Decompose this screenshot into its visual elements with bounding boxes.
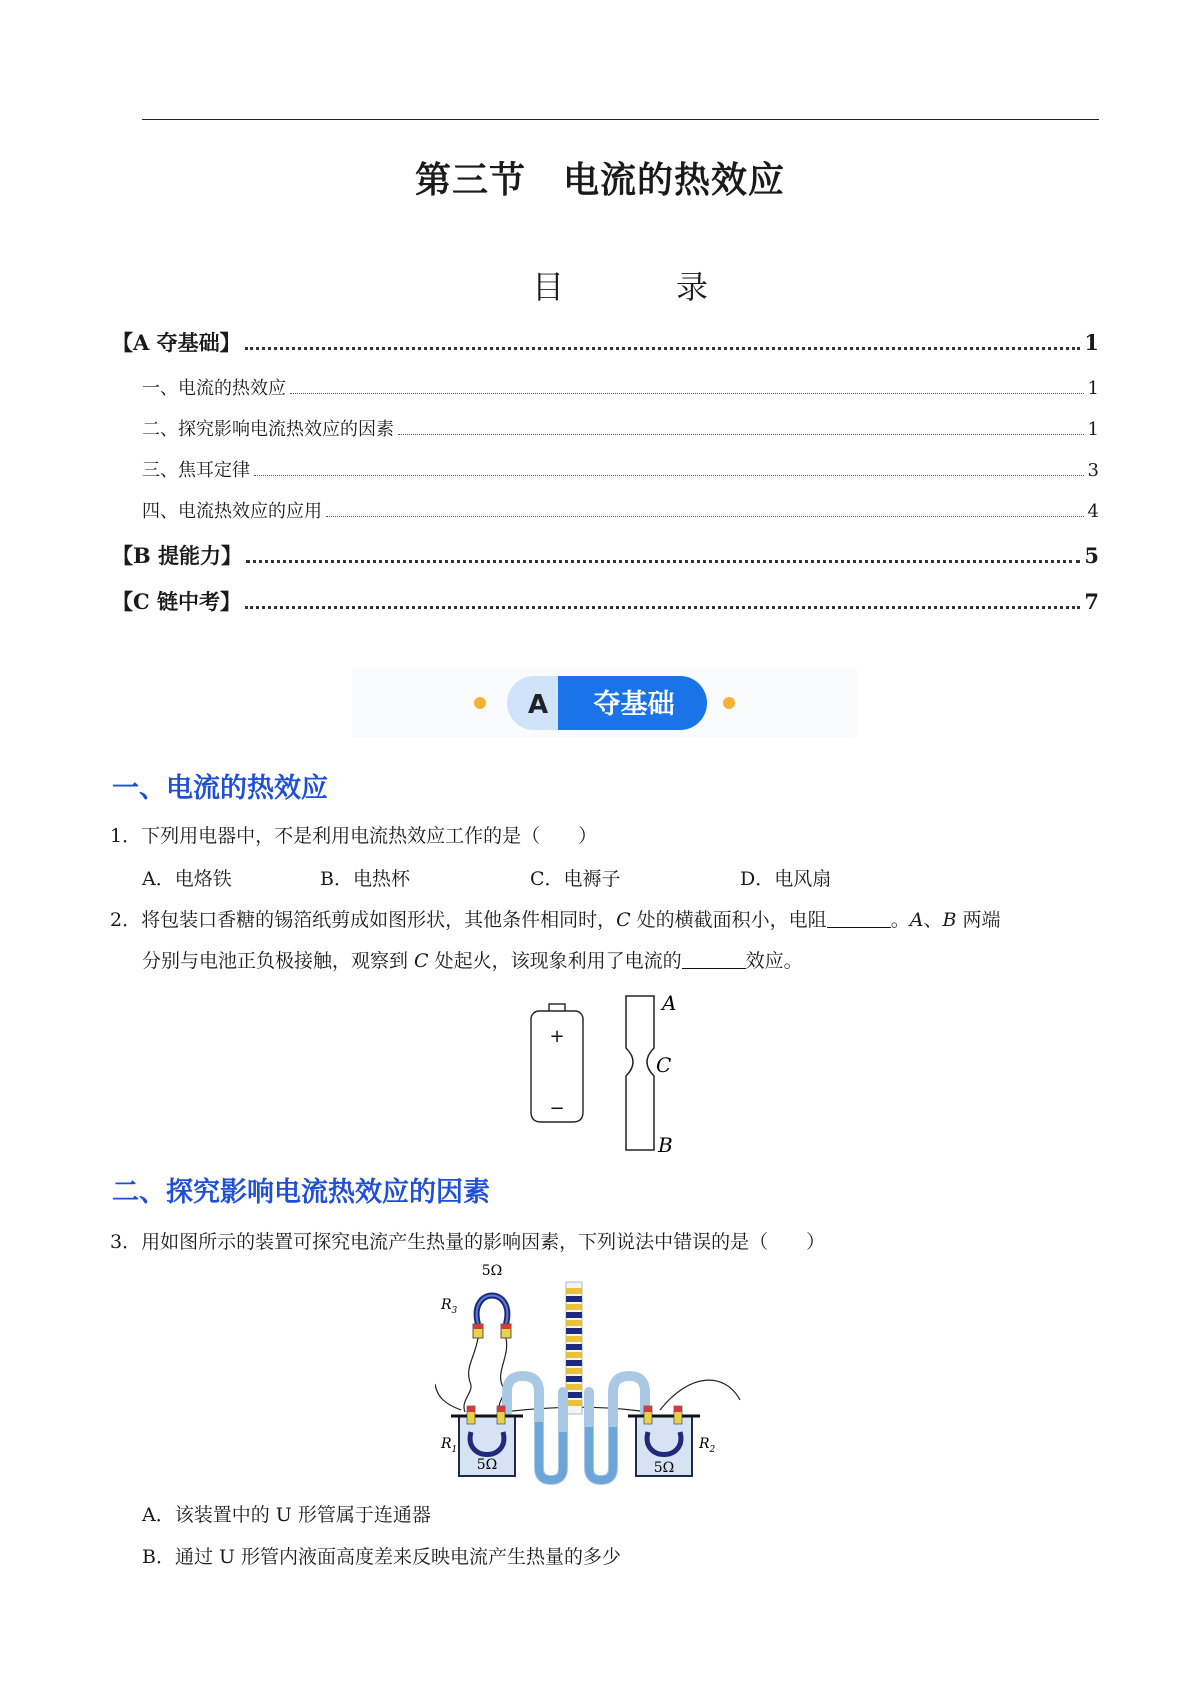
toc-label: 三、焦耳定律 bbox=[142, 460, 250, 481]
q1-option-b[interactable]: B．电热杯 bbox=[320, 868, 410, 890]
banner-pill-join bbox=[558, 676, 588, 730]
toc-label: 二、探究影响电流热效应的因素 bbox=[142, 419, 394, 440]
label-c: C bbox=[656, 1053, 672, 1077]
q2-text: 分别与电池正负极接触，观察到 bbox=[142, 950, 415, 972]
r3-terminal-cap bbox=[501, 1324, 511, 1329]
q2-text: 。 bbox=[890, 909, 910, 931]
r3-terminal-cap bbox=[473, 1324, 483, 1329]
q2-var-a: A bbox=[909, 909, 924, 931]
q3-option-b[interactable]: B．通过 U 形管内液面高度差来反映电流产生热量的多少 bbox=[142, 1546, 622, 1568]
top-rule bbox=[142, 119, 1099, 120]
toc-entry-a[interactable] bbox=[112, 327, 1099, 357]
toc-page: 7 bbox=[1084, 589, 1099, 614]
ruler-stripes bbox=[566, 1288, 582, 1406]
r2-label: $R_2$ bbox=[699, 1436, 716, 1455]
q2-text: 、 bbox=[923, 909, 943, 931]
r3-value: 5Ω bbox=[481, 1263, 503, 1279]
r2-terminal-cap bbox=[674, 1406, 682, 1412]
toc-leader bbox=[245, 347, 1081, 350]
question-1-stem: 1．下列用电器中，不是利用电流热效应工作的是（ ） bbox=[110, 825, 598, 847]
r1-terminal-cap bbox=[467, 1406, 475, 1412]
toc-leader bbox=[254, 475, 1084, 476]
r3-label: $R_3$ bbox=[441, 1297, 458, 1316]
section-heading-2: 二、探究影响电流热效应的因素 bbox=[112, 1177, 490, 1208]
banner-dot-left bbox=[474, 697, 486, 709]
toc-entry-4[interactable] bbox=[142, 497, 1099, 523]
q1-option-c[interactable]: C．电褥子 bbox=[530, 868, 621, 890]
wire bbox=[660, 1380, 740, 1410]
q2-text: 处的横截面积小，电阻 bbox=[630, 909, 827, 931]
page-title: 第三节 电流的热效应 bbox=[414, 160, 785, 201]
battery-minus: − bbox=[549, 1098, 565, 1119]
u-tube-right-liquid bbox=[589, 1427, 613, 1480]
toc-page: 4 bbox=[1087, 501, 1099, 522]
battery-icon bbox=[531, 1004, 583, 1122]
toc-leader bbox=[326, 516, 1084, 517]
banner-dot-right bbox=[723, 697, 735, 709]
banner-text: 夺基础 bbox=[593, 689, 675, 720]
toc-page: 1 bbox=[1084, 330, 1099, 355]
toc-leader bbox=[398, 434, 1084, 435]
toc-page: 1 bbox=[1087, 378, 1099, 399]
wire bbox=[435, 1384, 461, 1410]
toc-leader bbox=[246, 560, 1080, 563]
foil-strip bbox=[626, 996, 654, 1150]
r2-terminal-cap bbox=[644, 1406, 652, 1412]
toc-label: 四、电流热效应的应用 bbox=[142, 501, 322, 522]
label-b: B bbox=[658, 1133, 673, 1157]
question-3-stem: 3．用如图所示的装置可探究电流产生热量的影响因素，下列说法中错误的是（ ） bbox=[110, 1231, 826, 1253]
q2-var-b: B bbox=[942, 909, 957, 931]
q2-var-c: C bbox=[414, 950, 429, 972]
q2-blank-2[interactable] bbox=[682, 950, 746, 969]
q2-text: 两端 bbox=[956, 909, 1001, 931]
q3-figure bbox=[435, 1262, 775, 1490]
toc-label: 一、电流的热效应 bbox=[142, 378, 286, 399]
r1-value: 5Ω bbox=[476, 1457, 498, 1473]
toc-entry-1[interactable] bbox=[142, 374, 1099, 400]
q1-option-d[interactable]: D．电风扇 bbox=[740, 868, 832, 890]
q2-text: 2．将包装口香糖的锡箔纸剪成如图形状，其他条件相同时， bbox=[110, 909, 617, 931]
section-banner bbox=[352, 668, 857, 738]
battery-plus: + bbox=[549, 1026, 565, 1047]
toc-entry-2[interactable] bbox=[142, 415, 1099, 441]
toc-label: 【A 夺基础】 bbox=[112, 330, 241, 355]
toc-heading: 目 录 bbox=[531, 268, 748, 306]
toc-page: 1 bbox=[1087, 419, 1099, 440]
q2-text: 处起火，该现象利用了电流的 bbox=[428, 950, 682, 972]
section-heading-1: 一、电流的热效应 bbox=[112, 773, 328, 804]
q1-option-a[interactable]: A．电烙铁 bbox=[142, 868, 232, 890]
toc-leader bbox=[290, 393, 1084, 394]
toc-page: 5 bbox=[1084, 543, 1099, 568]
r2-value: 5Ω bbox=[653, 1460, 675, 1476]
label-a: A bbox=[662, 991, 677, 1015]
r1-terminal-cap bbox=[497, 1406, 505, 1412]
toc-entry-b[interactable] bbox=[112, 540, 1099, 570]
question-2-line-1 bbox=[110, 906, 1000, 935]
toc-label: 【B 提能力】 bbox=[112, 543, 243, 568]
q2-var-c: C bbox=[616, 909, 631, 931]
toc-leader bbox=[245, 606, 1080, 609]
r1-label: $R_1$ bbox=[441, 1436, 458, 1455]
q2-blank-1[interactable] bbox=[827, 909, 891, 928]
q2-text: 效应。 bbox=[745, 950, 803, 972]
toc-label: 【C 链中考】 bbox=[112, 589, 242, 614]
q3-option-a[interactable]: A．该装置中的 U 形管属于连通器 bbox=[142, 1504, 431, 1526]
r3-coil-highlight bbox=[477, 1296, 508, 1325]
q2-figure bbox=[520, 990, 690, 1160]
wire bbox=[464, 1338, 478, 1412]
toc-page: 3 bbox=[1087, 460, 1099, 481]
toc-entry-3[interactable] bbox=[142, 456, 1099, 482]
toc-entry-c[interactable] bbox=[112, 586, 1099, 616]
banner-letter: A bbox=[527, 690, 549, 720]
question-2-line-2 bbox=[142, 947, 803, 976]
banner-graphic bbox=[352, 668, 857, 738]
